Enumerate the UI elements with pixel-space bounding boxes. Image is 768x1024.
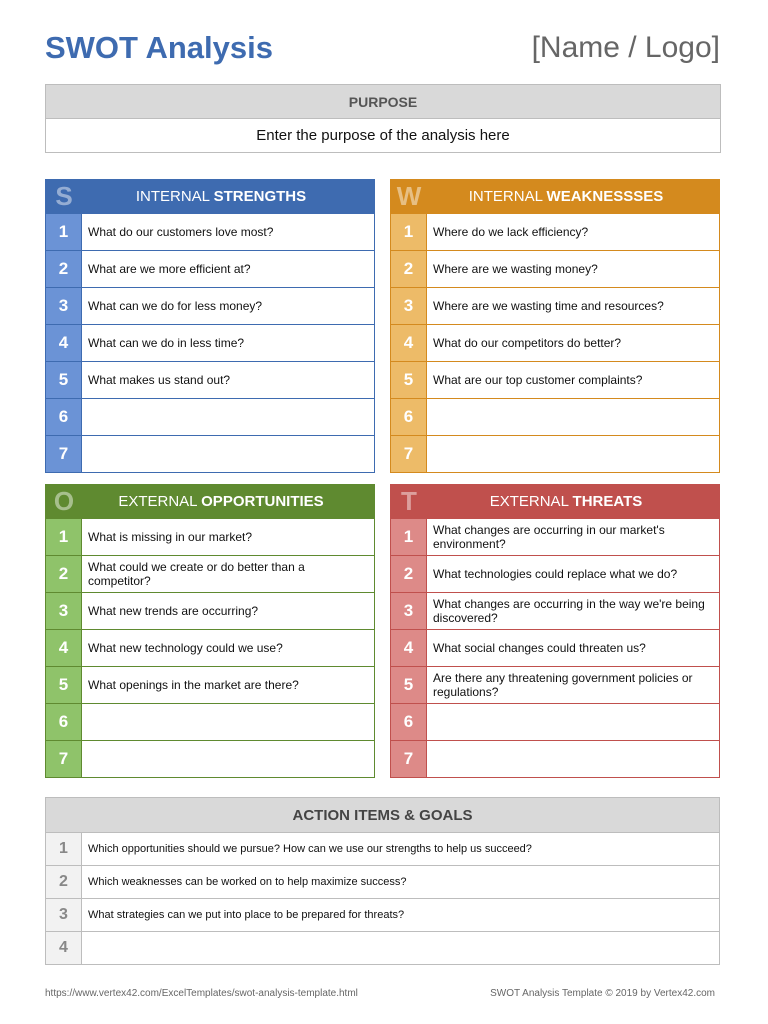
strengths-item-field[interactable]: What can we do for less money? — [88, 299, 263, 313]
threats-row — [391, 518, 719, 555]
weaknesses-row — [391, 250, 719, 287]
opportunities-row — [46, 703, 374, 740]
opportunities-row — [46, 518, 374, 555]
threats-row — [391, 703, 719, 740]
row-number: 3 — [46, 288, 82, 324]
opportunities-row — [46, 629, 374, 666]
row-number: 6 — [391, 399, 427, 435]
opportunities-title-prefix: EXTERNAL — [118, 493, 202, 510]
threats-title-prefix: EXTERNAL — [489, 493, 573, 510]
weaknesses-item-field[interactable]: Where are we wasting money? — [433, 262, 598, 276]
row-number: 4 — [46, 932, 82, 964]
weaknesses-row — [391, 213, 719, 250]
weaknesses-title-prefix: INTERNAL — [468, 188, 547, 205]
row-number: 1 — [391, 214, 427, 250]
row-number: 7 — [46, 741, 82, 777]
strengths-header — [46, 180, 374, 213]
purpose-label: PURPOSE — [46, 85, 720, 119]
row-number: 3 — [46, 593, 82, 629]
strengths-row — [46, 398, 374, 435]
row-number: 5 — [391, 667, 427, 703]
threats-title — [427, 493, 719, 510]
action-item-field[interactable]: Which weaknesses can be worked on to help maximize success? — [88, 876, 407, 888]
action-row — [46, 931, 719, 964]
row-number: 2 — [391, 251, 427, 287]
row-number: 7 — [391, 741, 427, 777]
opportunities-item-field[interactable]: What openings in the market are there? — [88, 678, 299, 692]
opportunities-item-field[interactable]: What is missing in our market? — [88, 530, 253, 544]
row-number: 6 — [46, 704, 82, 740]
opportunities-item-field[interactable]: What new technology could we use? — [88, 641, 283, 655]
row-number: 1 — [46, 833, 82, 865]
strengths-row — [46, 435, 374, 472]
opportunities-quadrant — [45, 484, 375, 778]
row-number: 7 — [46, 436, 82, 472]
opportunities-row — [46, 666, 374, 703]
strengths-title — [82, 188, 374, 205]
strengths-item-field[interactable] — [82, 399, 374, 435]
threats-item-field[interactable] — [427, 704, 719, 740]
weaknesses-item-field[interactable]: Where do we lack efficiency? — [433, 225, 589, 239]
weaknesses-row — [391, 287, 719, 324]
row-number: 7 — [391, 436, 427, 472]
threats-quadrant — [390, 484, 720, 778]
opportunities-row — [46, 740, 374, 777]
threats-row — [391, 629, 719, 666]
threats-title-main: THREATS — [572, 493, 643, 510]
row-number: 1 — [46, 519, 82, 555]
row-number: 6 — [46, 399, 82, 435]
weaknesses-row — [391, 398, 719, 435]
strengths-title-main: STRENGTHS — [213, 188, 307, 205]
footer-url[interactable]: https://www.vertex42.com/ExcelTemplates/swot-analysis-template.html — [45, 988, 358, 999]
row-number: 4 — [391, 630, 427, 666]
strengths-row — [46, 213, 374, 250]
row-number: 6 — [391, 704, 427, 740]
row-number: 4 — [391, 325, 427, 361]
opportunities-item-field[interactable] — [82, 741, 374, 777]
action-row — [46, 898, 719, 931]
threats-letter: T — [401, 486, 417, 516]
threats-row — [391, 740, 719, 777]
strengths-row — [46, 250, 374, 287]
action-items-label: ACTION ITEMS & GOALS — [46, 798, 719, 832]
opportunities-item-field[interactable]: What new trends are occurring? — [88, 604, 259, 618]
strengths-item-field[interactable]: What makes us stand out? — [88, 373, 231, 387]
action-item-field[interactable] — [82, 932, 719, 964]
row-number: 5 — [46, 362, 82, 398]
threats-item-field[interactable] — [427, 741, 719, 777]
strengths-item-field[interactable]: What do our customers love most? — [88, 225, 274, 239]
strengths-letter: S — [55, 181, 73, 211]
opportunities-title-main: OPPORTUNITIES — [201, 493, 324, 510]
opportunities-row — [46, 555, 374, 592]
row-number: 4 — [46, 630, 82, 666]
weaknesses-item-field[interactable]: What are our top customer complaints? — [433, 373, 643, 387]
action-items-section — [45, 797, 720, 965]
row-number: 2 — [46, 866, 82, 898]
strengths-title-prefix: INTERNAL — [135, 188, 214, 205]
opportunities-item-field[interactable] — [82, 704, 374, 740]
weaknesses-letter: W — [396, 181, 422, 211]
strengths-quadrant — [45, 179, 375, 473]
threats-row — [391, 592, 719, 629]
strengths-item-field[interactable] — [82, 436, 374, 472]
weaknesses-item-field[interactable] — [427, 436, 719, 472]
action-item-field[interactable]: What strategies can we put into place to be prepared for threats? — [88, 909, 405, 921]
opportunities-row — [46, 592, 374, 629]
row-number: 5 — [391, 362, 427, 398]
weaknesses-item-field[interactable]: What do our competitors do better? — [433, 336, 622, 350]
row-number: 5 — [46, 667, 82, 703]
row-number: 3 — [391, 593, 427, 629]
strengths-row — [46, 324, 374, 361]
row-number: 2 — [46, 556, 82, 592]
opportunities-item-field[interactable]: What could we create or do better than a competitor? — [88, 560, 305, 588]
action-item-field[interactable]: Which opportunities should we pursue? How can we use our strengths to help us succeed? — [88, 843, 532, 855]
row-number: 3 — [46, 899, 82, 931]
weaknesses-title — [427, 188, 719, 205]
strengths-row — [46, 361, 374, 398]
threats-item-field[interactable]: What technologies could replace what we do? — [433, 567, 678, 581]
weaknesses-title-main: WEAKNESSSES — [546, 188, 664, 205]
weaknesses-quadrant — [390, 179, 720, 473]
opportunities-letter: O — [53, 486, 75, 516]
action-row — [46, 865, 719, 898]
name-logo-placeholder[interactable]: [Name / Logo] — [531, 31, 720, 64]
action-row — [46, 832, 719, 865]
weaknesses-item-field[interactable]: Where are we wasting time and resources? — [433, 299, 664, 313]
strengths-item-field[interactable]: What are we more efficient at? — [88, 262, 251, 276]
strengths-item-field[interactable]: What can we do in less time? — [88, 336, 245, 350]
purpose-input[interactable]: Enter the purpose of the analysis here — [256, 127, 510, 144]
row-number: 1 — [391, 519, 427, 555]
threats-item-field[interactable]: What changes are occurring in the way we're being discovered? — [433, 597, 705, 625]
threats-header — [391, 485, 719, 518]
weaknesses-item-field[interactable] — [427, 399, 719, 435]
threats-item-field[interactable]: What social changes could threaten us? — [433, 641, 646, 655]
row-number: 2 — [391, 556, 427, 592]
weaknesses-row — [391, 324, 719, 361]
threats-row — [391, 555, 719, 592]
row-number: 2 — [46, 251, 82, 287]
threats-row — [391, 666, 719, 703]
footer-copyright: SWOT Analysis Template © 2019 by Vertex42.com — [490, 988, 715, 999]
page-title: SWOT Analysis — [45, 30, 273, 65]
weaknesses-header — [391, 180, 719, 213]
purpose-section — [45, 84, 721, 153]
opportunities-title — [82, 493, 374, 510]
row-number: 3 — [391, 288, 427, 324]
strengths-row — [46, 287, 374, 324]
weaknesses-row — [391, 361, 719, 398]
threats-item-field[interactable]: What changes are occurring in our market's environment? — [433, 523, 665, 551]
threats-item-field[interactable]: Are there any threatening government policies or regulations? — [433, 671, 693, 699]
row-number: 1 — [46, 214, 82, 250]
weaknesses-row — [391, 435, 719, 472]
row-number: 4 — [46, 325, 82, 361]
opportunities-header — [46, 485, 374, 518]
